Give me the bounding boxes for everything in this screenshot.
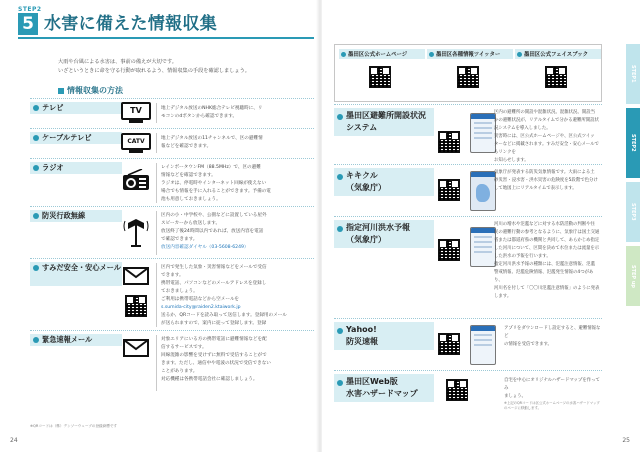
info-row-disaster-radio [30,206,314,258]
loudspeaker-icon [120,215,152,247]
bullet-icon [337,226,343,232]
qr-trademark-footnote: ※QRコードは（株）デンソーウェーブの登録商標です [30,424,118,428]
bullet-icon [33,337,39,343]
section-title: 情報収集の方法 [67,86,123,95]
row-text: レインボータウンFM（88.5MHz）で、区の避難 情報などを確認できます。 ラジオは、停電時やインターネット回線が使えない 場合でも情報を手に入れることができます。予備の電 池も用意しておきましょう。 [161,165,271,202]
tab-step1[interactable]: STEP1 [626,44,640,104]
step-number-badge: 5 [18,13,38,35]
section-marker-icon [58,88,64,94]
info-row-radio [30,158,314,206]
bullet-icon [33,105,39,111]
page-number-left: 24 [10,437,18,444]
tab-step-up[interactable]: STEP up [626,246,640,306]
step-label: STEP2 [18,6,42,13]
row-label: テレビ [30,102,122,114]
mail-icon [120,267,152,285]
row-text: 地上デジタル放送のNHK総合テレビ視聴時に、リ モコンのdボタンから確認できます。 [161,106,263,119]
phone-screenshot [470,227,496,267]
bullet-icon [337,328,343,334]
info-row-yahoo-bousai [334,318,602,370]
signup-email-link[interactable]: s.sumida-city@raiden2.ktaiwork.jp [161,305,241,310]
official-facebook-item: 墨田区公式フェイスブック [515,49,601,99]
catv-icon: CATV [120,133,152,153]
map-screenshot [470,171,496,211]
shelter-system-qr-code[interactable] [438,131,460,153]
phone-screenshot [470,325,496,365]
row-label: ケーブルテレビ [30,132,122,144]
info-row-hazard-map [334,370,602,426]
kikikuru-qr-code[interactable] [438,179,460,201]
row-text: 区内で発生した気象・災害情報などをメールで受信 できます。 携帯電話、パソコンなどのメールアドレスを登録し ておきましょう。 ご利用は携帯電話などから空メールを s.sumida-city@raiden2.ktaiwork.jp 送るか、QRコードを読み取って送信します。登録用のメール が送られますので、案内に従って登録します。登録 [161,264,311,328]
info-row-shelter-system [334,104,602,164]
row-text: 地上デジタル放送の11チャンネルで、区の避難情 報などを確認できます。 [161,136,263,149]
page-title: 水害に備えた情報収集 [44,14,217,34]
row-text: 気象庁が発表する防災気象情報です。大雨による土 砂災害・浸水害・洪水災害の危険度を5段階で色分け して地図上にリアルタイムで表示します。 [494,170,598,191]
homepage-qr-code[interactable] [369,66,391,88]
bullet-icon [33,213,39,219]
hazard-map-note: ※上記のQRコードは区公式ホームページの水害ハザードマップのページに移動します。 [504,401,600,410]
mail-icon [120,339,152,357]
step-side-tabs [626,44,640,310]
official-homepage-item: 墨田区公式ホームページ [339,49,425,99]
bullet-icon [337,380,343,386]
bullet-icon [337,114,343,120]
intro-line: 大雨や台風による水害は、事前の備えが大切です。 [58,59,177,65]
twitter-qr-code[interactable] [457,66,479,88]
bullet-icon [517,52,522,57]
row-label: 墨田区Web版 水害ハザードマップ [334,374,434,402]
yahoo-bousai-qr-code[interactable] [438,333,460,355]
row-label: すみだ安全・安心メール [30,262,122,286]
row-text: 区内の小・中学校や、公園などに設置している屋外 スピーカーから放送します。 放送終了後24時間以内であれば、放送内容を電話 で確認できます。 放送内容確認ダイヤル（03-5608-6249） [161,212,311,252]
info-row-safety-mail [30,258,314,330]
phone-screenshot [470,113,496,153]
row-text: 区内の避難所の開設や混雑状況、混雑状況、開設当 かの避難状況が、リアルタイムで分かる避難所開設状 況システムを導入しました。 災害時には、区公式ホームページや、区公式ツイッ ターなどに掲載されます。すみだ安全・安心メールで もリンクを お知らせします。 [494,110,599,163]
section-heading [58,85,123,96]
phone-number: 放送内容確認ダイヤル（03-5608-6249） [161,245,249,250]
bullet-icon [33,135,39,141]
bullet-icon [33,265,39,271]
info-row-kikikuru [334,164,602,216]
tv-icon: TV [120,102,152,123]
left-page [0,0,318,452]
tab-step2[interactable]: STEP2 [626,108,640,178]
official-channels-box [334,44,602,102]
right-page [322,0,640,452]
intro-line: いざというときに命を守る行動が取れるよう、情報収集の手段を確認しましょう。 [58,68,250,74]
hazard-map-qr-code[interactable] [446,379,468,401]
intro-text [58,58,308,76]
row-label: ラジオ [30,162,122,174]
row-text: 自宅を中心にオリジナルハザードマップを作ってみ ましょう。 ※上記のQRコードは区公式ホームページの水害ハザードマップのページに移動します。 [504,377,602,411]
bullet-icon [337,174,343,180]
bullet-icon [33,165,39,171]
row-text: 河川の増水や氾濫などに対する水防活動の判断や住 民の避難行動の参考となるように、気象庁は国土交通 省または都道府県の機関と共同して、あらかじめ指定 した河川について、区間を決めて水位または流量を示 した洪水の予報を行います。 指定河川洪水予報の種類には、氾濫注意情報、氾濫 警戒情報、氾濫危険情報、氾濫発生情報の4つがあり、 河川名を付して「〇〇川氾濫注意情報」のように発表 します。 [494,222,600,299]
bullet-icon [429,52,434,57]
official-twitter-item: 墨田区各種情報ツイッター [427,49,513,99]
row-label: 指定河川洪水予報 （気象庁） [334,220,434,248]
tab-step3[interactable]: STEP3 [626,182,640,242]
radio-icon [120,169,152,191]
safety-mail-qr-code[interactable] [120,295,152,317]
row-label: 緊急速報メール [30,334,122,346]
row-text: アプリをダウンロードし設定すると、避難情報など の情報を受信できます。 [504,326,601,347]
row-label: 防災行政無線 [30,210,122,222]
row-label: キキクル （気象庁） [334,168,434,196]
info-row-emergency-mail [30,330,314,418]
info-row-cable-tv [30,128,314,158]
info-row-flood-forecast [334,216,602,318]
title-divider [18,37,314,39]
flood-forecast-qr-code[interactable] [438,239,460,261]
page-number-right: 25 [622,437,630,444]
info-row-tv [30,98,314,128]
row-label: 墨田区避難所開設状況 システム [334,108,434,136]
bullet-icon [341,52,346,57]
facebook-qr-code[interactable] [545,66,567,88]
row-text: 対象エリアにいる方の携帯電話に避難情報などを配 信するサービスです。 回線混雑の影響を受けずに無料で受信することがで きます。ただし、通信中や電波の状況で受信できない ことがあります。 対応機種は各携帯電話会社に確認しましょう。 [161,337,271,382]
row-label: Yahoo! 防災速報 [334,322,434,350]
